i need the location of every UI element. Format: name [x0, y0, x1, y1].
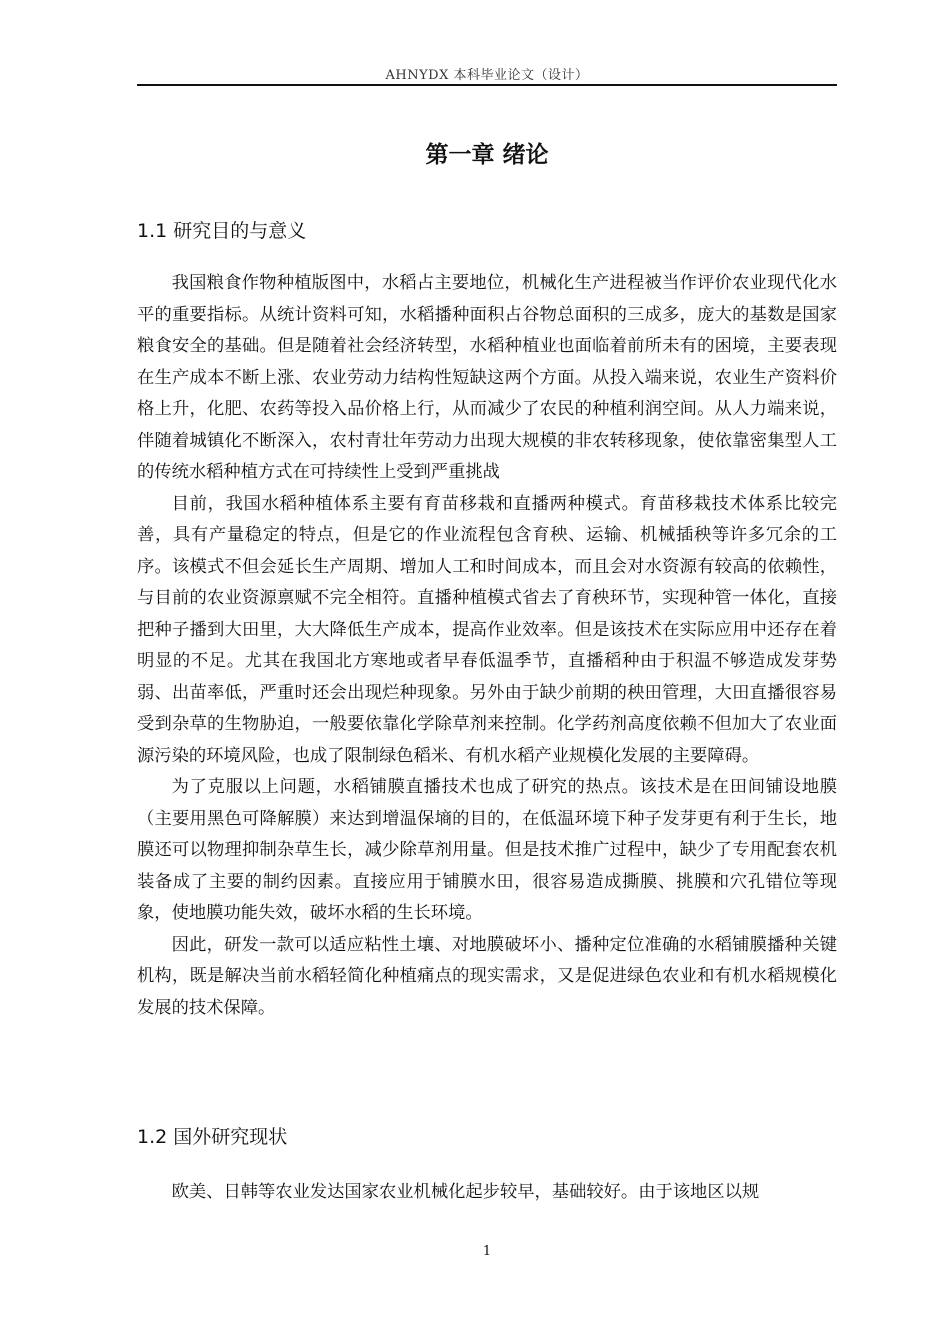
paragraph: 为了克服以上问题，水稻铺膜直播技术也成了研究的热点。该技术是在田间铺设地膜（主要用黑色可降解膜）来达到增温保墒的目的，在低温环境下种子发芽更有利于生长，地膜还可以物理抑制杂草生长，减少除草剂用量。但是技术推广过程中，缺少了专用配套农机装备成了主要的制约因素。直接应用于铺膜水田，很容易造成撕膜、挑膜和穴孔错位等现象，使地膜功能失效，破坏水稻的生长环境。 [137, 777, 837, 923]
section-heading-1-2: 1.2 国外研究现状 [137, 1126, 288, 1148]
paragraph: 我国粮食作物种植版图中，水稻占主要地位，机械化生产进程被当作评价农业现代化水平的重要指标。从统计资料可知，水稻播种面积占谷物总面积的三成多，庞大的基数是国家粮食安全的基础。但是随着社会经济转型，水稻种植业也面临着前所未有的困境，主要表现在生产成本不断上涨、农业劳动力结构性短缺这两个方面。从投入端来说，农业生产资料价格上升，化肥、农药等投入品价格上行，从而减少了农民的种植利润空间。从人力端来说，伴随着城镇化不断深入，农村青壮年劳动力出现大规模的非农转移现象，使依靠密集型人工的传统水稻种植方式在可持续性上受到严重挑战 [137, 273, 837, 482]
section-1-1-body [137, 268, 837, 1024]
chapter-title: 第一章 绪论 [425, 142, 549, 168]
paragraph: 欧美、日韩等农业发达国家农业机械化起步较早，基础较好。由于该地区以规 [171, 1182, 760, 1202]
paragraph: 目前，我国水稻种植体系主要有育苗移栽和直播两种模式。育苗移栽技术体系比较完善，具有产量稳定的特点，但是它的作业流程包含育秧、运输、机械插秧等许多冗余的工序。该模式不但会延长生产周期、增加人工和时间成本，而且会对水资源有较高的依赖性，与目前的农业资源禀赋不完全相符。直播种植模式省去了育秧环节，实现种管一体化，直接把种子播到大田里，大大降低生产成本，提高作业效率。但是该技术在实际应用中还存在着明显的不足。尤其在我国北方寒地或者早春低温季节，直播稻种由于积温不够造成发芽势弱、出苗率低，严重时还会出现烂种现象。另外由于缺少前期的秧田管理，大田直播很容易受到杂草的生物胁迫，一般要依靠化学除草剂来控制。化学药剂高度依赖不但加大了农业面源污染的环境风险，也成了限制绿色稻米、有机水稻产业规模化发展的主要障碍。 [137, 493, 837, 766]
running-header: AHNYDX 本科毕业论文（设计） [385, 68, 589, 83]
section-1-2-body [137, 1177, 837, 1209]
header-rule [137, 84, 837, 86]
section-heading-1-1: 1.1 研究目的与意义 [137, 220, 307, 242]
page-number: 1 [482, 1244, 492, 1259]
paragraph: 因此，研发一款可以适应粘性土壤、对地膜破坏小、播种定位准确的水稻铺膜播种关键机构，既是解决当前水稻轻简化种植痛点的现实需求，又是促进绿色农业和有机水稻规模化发展的技术保障。 [137, 934, 837, 1018]
